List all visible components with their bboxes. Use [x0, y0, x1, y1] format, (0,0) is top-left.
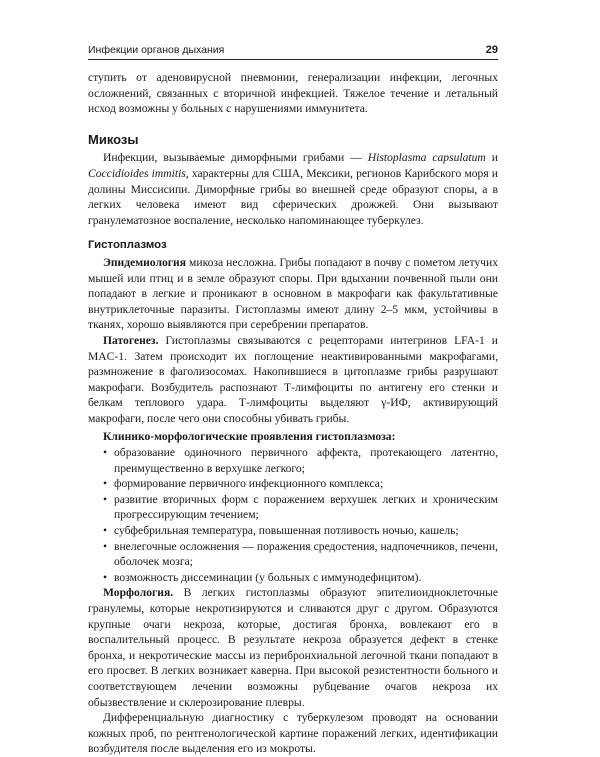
list-item: • возможность диссеминации (у больных с иммунодефицитом). — [114, 570, 498, 586]
epidemiology-text: микоза несложна. Грибы попадают в почву с пометом летучих мышей или птиц и в земле образуют споры. При вдыхании почвенной пыли они попадают в легкие и проникают в основном в макрофаги как факультативные внутриклеточные паразиты. Гистоплазмы имеют длину 2–5 мкм, устойчивы в тканях, хорошо выявляются при серебрении препаратов. — [88, 255, 498, 332]
mycoses-text-c: характерны для США, Мексики, регионов Карибского моря и долины Миссисипи. Диморфные грибы во внешней среде образуют споры, а в легких человека имеют вид сферических дрожжей. Они вызывают гранулематозное воспаление, несколько напоминающее туберкулез. — [88, 166, 498, 227]
list-item: • внелегочные осложнения — поражения средостения, надпочечников, печени, оболочек мозга; — [114, 539, 498, 570]
pathogenesis-text: Гистоплазмы связываются с рецепторами интегринов LFA-1 и MAC-1. Затем происходит их поглощение неактивированными макрофагами, размножение в фаголизосомах. Накопившиеся в цитоплазме грибы разрушают макрофаги. Возбудитель распознают Т-лимфоциты по антигену его стенки и белкам теплового удара. Т-лимфоциты выделяют γ-ИФ, активирующий макрофаги, после чего они способны убивать грибы. — [88, 333, 498, 425]
mycoses-text-a: Инфекции, вызываемые диморфными грибами — — [103, 151, 368, 165]
pathogenesis-label: Патогенез. — [103, 333, 159, 347]
book-page — [88, 44, 498, 757]
subsection-heading-histoplasmosis: Гистоплазмоз — [88, 239, 167, 252]
morphology-text: В легких гистоплазмы образуют эпителиоидноклеточные гранулемы, которые некротизируются и сливаются друг с другом. Образуются крупные очаги некроза, которые, достигая бронха, вовлекают его в воспалительный процесс. В результате некроза образуется дефект в стенке бронха, и некротические массы из перибронхиальной легочной ткани попадают в его просвет. В легких возникает каверна. При высокой резистентности больного и соответствующем лечении возможны рубцевание очагов некроза их обызвествление и склерозирование плевры. — [88, 586, 498, 709]
intro-paragraph: ступить от аденовирусной пневмонии, генерализации инфекции, легочных осложнений, связанных с вторичной инфекцией. Тяжелое течение и летальный исход возможны у больных с нарушениями иммунитета. — [88, 71, 498, 116]
morphology-paragraph — [88, 585, 498, 710]
clinical-list — [88, 445, 498, 585]
morphology-label: Морфология. — [103, 586, 174, 600]
pathogenesis-paragraph — [88, 333, 498, 427]
clinical-heading: Клинико-морфологические проявления гистоплазмоза: — [103, 430, 396, 444]
list-item: • образование одиночного первичного аффекта, протекающего латентно, преимущественно в верхушке легкого; — [114, 445, 498, 476]
list-item: • субфебрильная температура, повышенная потливость ночью, кашель; — [114, 523, 498, 539]
mycoses-paragraph — [88, 150, 498, 228]
list-item: • формирование первичного инфекционного комплекса; — [114, 476, 498, 492]
list-item: • развитие вторичных форм с поражением верхушек легких и хроническим прогрессирующим течением; — [114, 492, 498, 523]
differential-paragraph: Дифференциальную диагностику с туберкулезом проводят на основании кожных проб, по рентгенологической картине поражений легких, идентификации возбудителя после выделения его из мокроты. — [88, 711, 498, 756]
mycoses-text-b: и — [485, 151, 498, 165]
epidemiology-paragraph — [88, 255, 498, 333]
page-number: 29 — [485, 44, 498, 56]
body-text — [88, 70, 498, 757]
species-histoplasma: Histoplasma capsulatum — [367, 151, 486, 165]
running-title: Инфекции органов дыхания — [88, 44, 225, 56]
species-coccidioides: Coccidioides immitis, — [88, 166, 189, 180]
section-heading-mycoses: Микозы — [88, 131, 139, 147]
running-header — [88, 44, 498, 60]
epidemiology-label: Эпидемиология — [103, 255, 186, 269]
